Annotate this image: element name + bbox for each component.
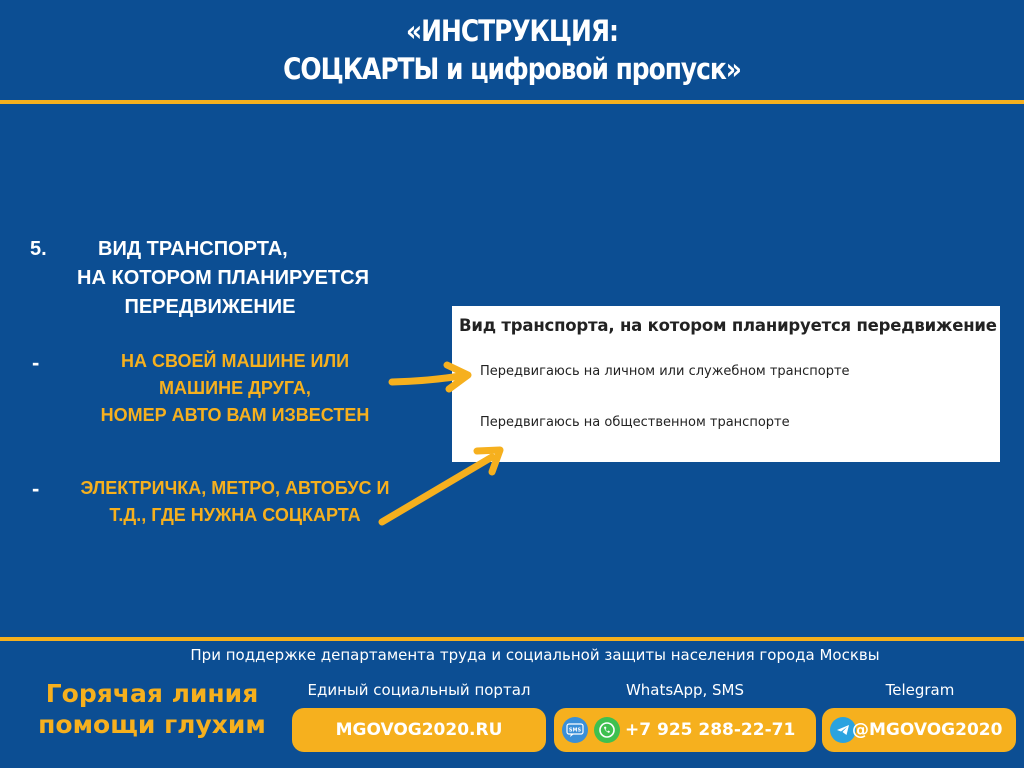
hotline-line-1: Горячая линия (45, 679, 259, 708)
phone-label: WhatsApp, SMS (625, 681, 745, 699)
hotline-logo (22, 678, 282, 740)
step-heading-line-1: ВИД ТРАНСПОРТА, (98, 238, 288, 260)
form-option-private[interactable]: Передвигаюсь на личном или служебном транспорте (480, 364, 850, 379)
step-heading-line-3: ПЕРЕДВИЖЕНИЕ (124, 296, 296, 318)
title-line-1: «ИНСТРУКЦИЯ: (406, 14, 618, 48)
option-line: МАШИНЕ ДРУГА, (159, 378, 311, 398)
option-line: НА СВОЕЙ МАШИНЕ ИЛИ (120, 351, 350, 371)
portal-link[interactable] (292, 708, 546, 752)
hotline-line-2: помощи глухим (38, 710, 266, 739)
option-line: ЭЛЕКТРИЧКА, МЕТРО, АВТОБУС И (80, 478, 390, 498)
title-line-2: СОЦКАРТЫ и цифровой пропуск» (283, 52, 741, 86)
portal-label: Единый социальный портал (307, 681, 531, 699)
step-heading-line-2: НА КОТОРОМ ПЛАНИРУЕТСЯ (77, 267, 369, 289)
phone-number: +7 925 288-22-71 (625, 720, 796, 740)
arrow-icon (382, 450, 500, 522)
option-bullet-2: - (32, 476, 40, 501)
telegram-link[interactable] (822, 708, 1016, 752)
telegram-label: Telegram (885, 681, 955, 699)
step-number: 5. (30, 238, 47, 260)
arrow-icon (392, 365, 468, 389)
footer-divider (0, 637, 1024, 641)
support-text: При поддержке департамента труда и социальной защиты населения города Москвы (190, 646, 880, 664)
option-bullet-1: - (32, 350, 40, 375)
sms-icon (562, 717, 588, 743)
portal-url: MGOVOG2020.RU (335, 720, 503, 740)
phone-link[interactable] (554, 708, 816, 752)
whatsapp-icon (594, 717, 620, 743)
option-line: Т.Д., ГДЕ НУЖНА СОЦКАРТА (109, 505, 361, 525)
telegram-handle: @MGOVOG2020 (852, 720, 1003, 740)
form-option-public[interactable]: Передвигаюсь на общественном транспорте (480, 415, 790, 430)
sms-icon-text: SMS (568, 727, 582, 734)
form-question: Вид транспорта, на котором планируется передвижение (459, 316, 997, 335)
option-line: НОМЕР АВТО ВАМ ИЗВЕСТЕН (100, 405, 370, 425)
